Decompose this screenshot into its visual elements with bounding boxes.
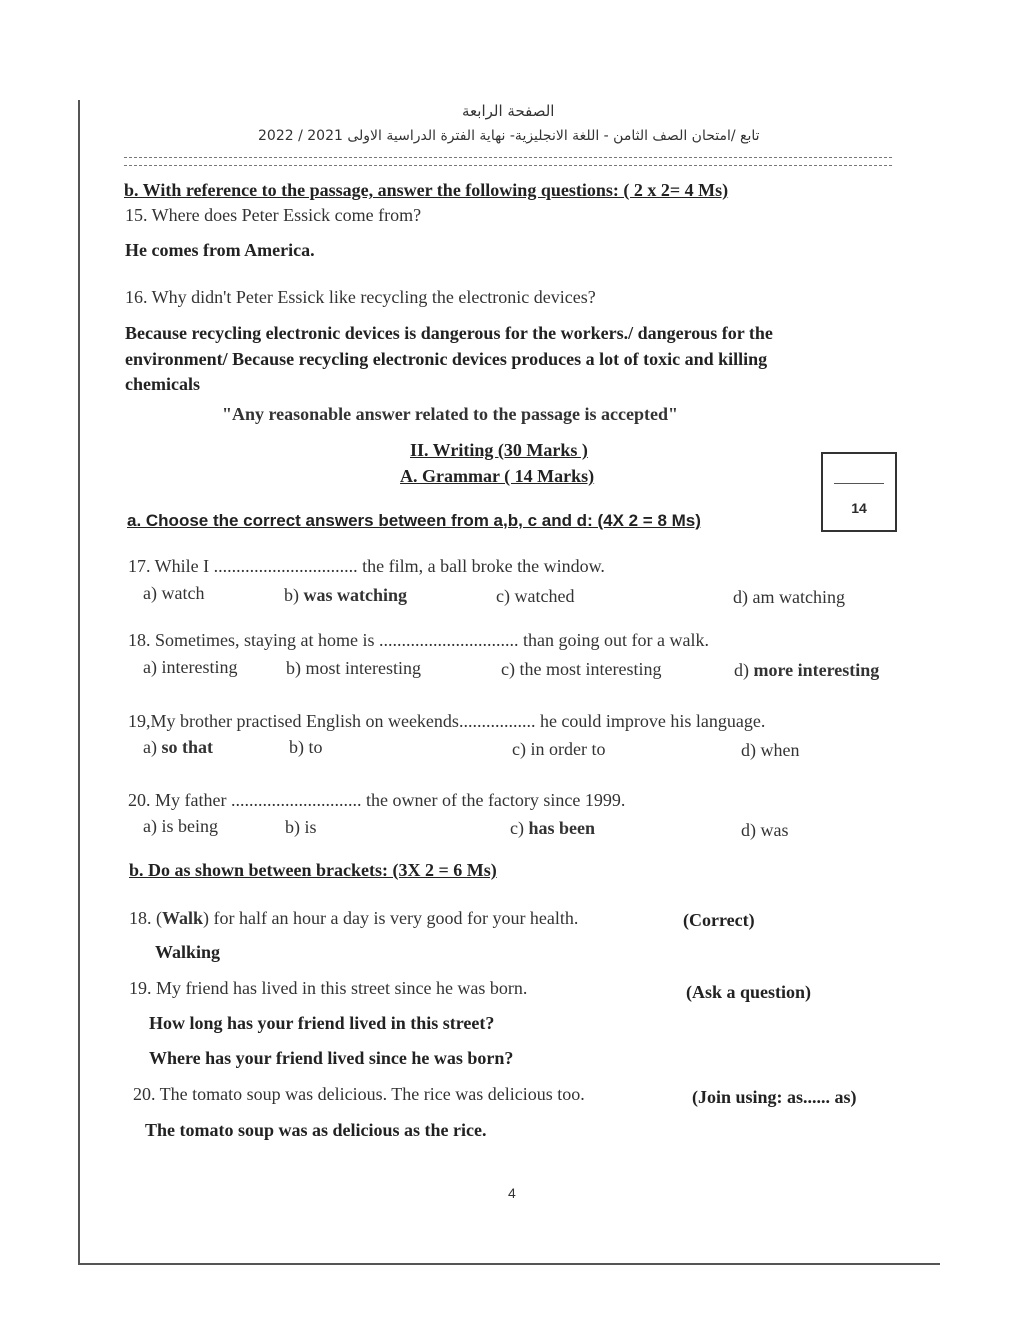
bracket-question-20: 20. The tomato soup was delicious. The rice was delicious too. <box>133 1084 585 1104</box>
q17-stem-start: 17. While I <box>128 556 214 576</box>
bracket-18-instruction: (Correct) <box>683 910 755 930</box>
bracket-20-instruction: (Join using: as...... as) <box>692 1087 857 1107</box>
acceptance-note: "Any reasonable answer related to the passage is accepted" <box>222 404 678 424</box>
q19-option-a <box>143 737 213 758</box>
q20-stem-start: 20. My father <box>128 790 231 810</box>
question-18 <box>128 630 709 651</box>
page-number: 4 <box>508 1185 516 1201</box>
q17-option-a: a) watch <box>143 583 205 603</box>
bq18-start: 18. ( <box>129 908 162 928</box>
q17-option-d: d) am watching <box>733 587 845 607</box>
question-20 <box>128 790 625 811</box>
double-dashed-rule <box>124 157 892 166</box>
bracket-answer-19-1: How long has your friend lived in this street? <box>149 1013 495 1033</box>
q18-option-a: a) interesting <box>143 657 238 677</box>
q20-option-c <box>510 818 595 839</box>
choose-heading: a. Choose the correct answers between from a,b, c and d: (4X 2 = 8 Ms) <box>127 511 701 530</box>
question-15: 15. Where does Peter Essick come from? <box>125 205 422 225</box>
q20-blank: ............................. <box>230 790 362 810</box>
bq18-end: ) for half an hour a day is very good for your health. <box>203 908 579 928</box>
q18-option-b: b) most interesting <box>286 658 421 678</box>
q20-option-d: d) was <box>741 820 789 840</box>
q17-option-c: c) watched <box>496 586 575 606</box>
q19-option-b: b) to <box>289 737 323 757</box>
bracket-19-instruction: (Ask a question) <box>686 982 812 1002</box>
q18-blank: ............................... <box>378 630 519 650</box>
q19-option-c: c) in order to <box>512 739 606 759</box>
brackets-heading: b. Do as shown between brackets: (3X 2 = 6 Ms) <box>129 860 497 880</box>
question-19 <box>128 711 765 732</box>
q19-blank: ................. <box>458 711 536 731</box>
q20-option-a: a) is being <box>143 816 218 836</box>
q19-option-d: d) when <box>741 740 800 760</box>
q17-option-b-correct: was watching <box>303 585 408 605</box>
q19-option-a-letter: a) <box>143 737 162 757</box>
page-border-bottom <box>78 1263 940 1265</box>
q17-option-b <box>284 585 407 606</box>
answer-15: He comes from America. <box>125 240 315 260</box>
bracket-answer-19-2: Where has your friend lived since he was born? <box>149 1048 514 1068</box>
answer-16-line-2: environment/ Because recycling electronic devices produces a lot of toxic and killing <box>125 349 768 369</box>
q19-option-a-correct: so that <box>161 737 213 757</box>
question-16: 16. Why didn't Peter Essick like recycling the electronic devices? <box>125 287 596 307</box>
q18-option-d <box>734 660 879 681</box>
q20-option-c-letter: c) <box>510 818 529 838</box>
exam-title: تابع /امتحان الصف الثامن - اللغة الانجليزية- نهاية الفترة الدراسية الاولى 2021 / 2022 <box>258 128 760 144</box>
bq18-keyword: Walk <box>162 908 204 928</box>
q19-stem-start: 19,My brother practised English on weekends <box>128 711 459 731</box>
writing-title: II. Writing (30 Marks ) <box>410 440 588 460</box>
q20-stem-end: the owner of the factory since 1999. <box>361 790 626 810</box>
q18-option-d-correct: more interesting <box>753 660 880 680</box>
bracket-question-19: 19. My friend has lived in this street since he was born. <box>129 978 528 998</box>
q18-option-d-letter: d) <box>734 660 754 680</box>
q20-option-b: b) is <box>285 817 317 837</box>
answer-16-line-1: Because recycling electronic devices is dangerous for the workers./ dangerous for the <box>125 323 773 343</box>
q19-stem-end: he could improve his language. <box>535 711 766 731</box>
q18-stem-start: 18. Sometimes, staying at home is <box>128 630 379 650</box>
score-total: 14 <box>851 500 867 516</box>
score-box <box>821 452 897 532</box>
score-blank-line <box>834 483 884 484</box>
page-border-left <box>78 100 80 1265</box>
reading-questions-heading: b. With reference to the passage, answer the following questions: ( 2 x 2= 4 Ms) <box>124 180 729 200</box>
bracket-question-18 <box>129 908 578 929</box>
grammar-title: A. Grammar ( 14 Marks) <box>400 466 595 486</box>
q17-option-b-letter: b) <box>284 585 304 605</box>
q20-option-c-correct: has been <box>528 818 595 838</box>
page-label: الصفحة الرابعة <box>462 102 555 120</box>
q17-stem-end: the film, a ball broke the window. <box>357 556 605 576</box>
question-17 <box>128 556 605 577</box>
answer-16-line-3: chemicals <box>125 374 200 394</box>
bracket-answer-20: The tomato soup was as delicious as the rice. <box>145 1120 487 1140</box>
q18-option-c: c) the most interesting <box>501 659 662 679</box>
bracket-answer-18: Walking <box>155 942 221 962</box>
q18-stem-end: than going out for a walk. <box>518 630 709 650</box>
q17-blank: ................................ <box>213 556 358 576</box>
